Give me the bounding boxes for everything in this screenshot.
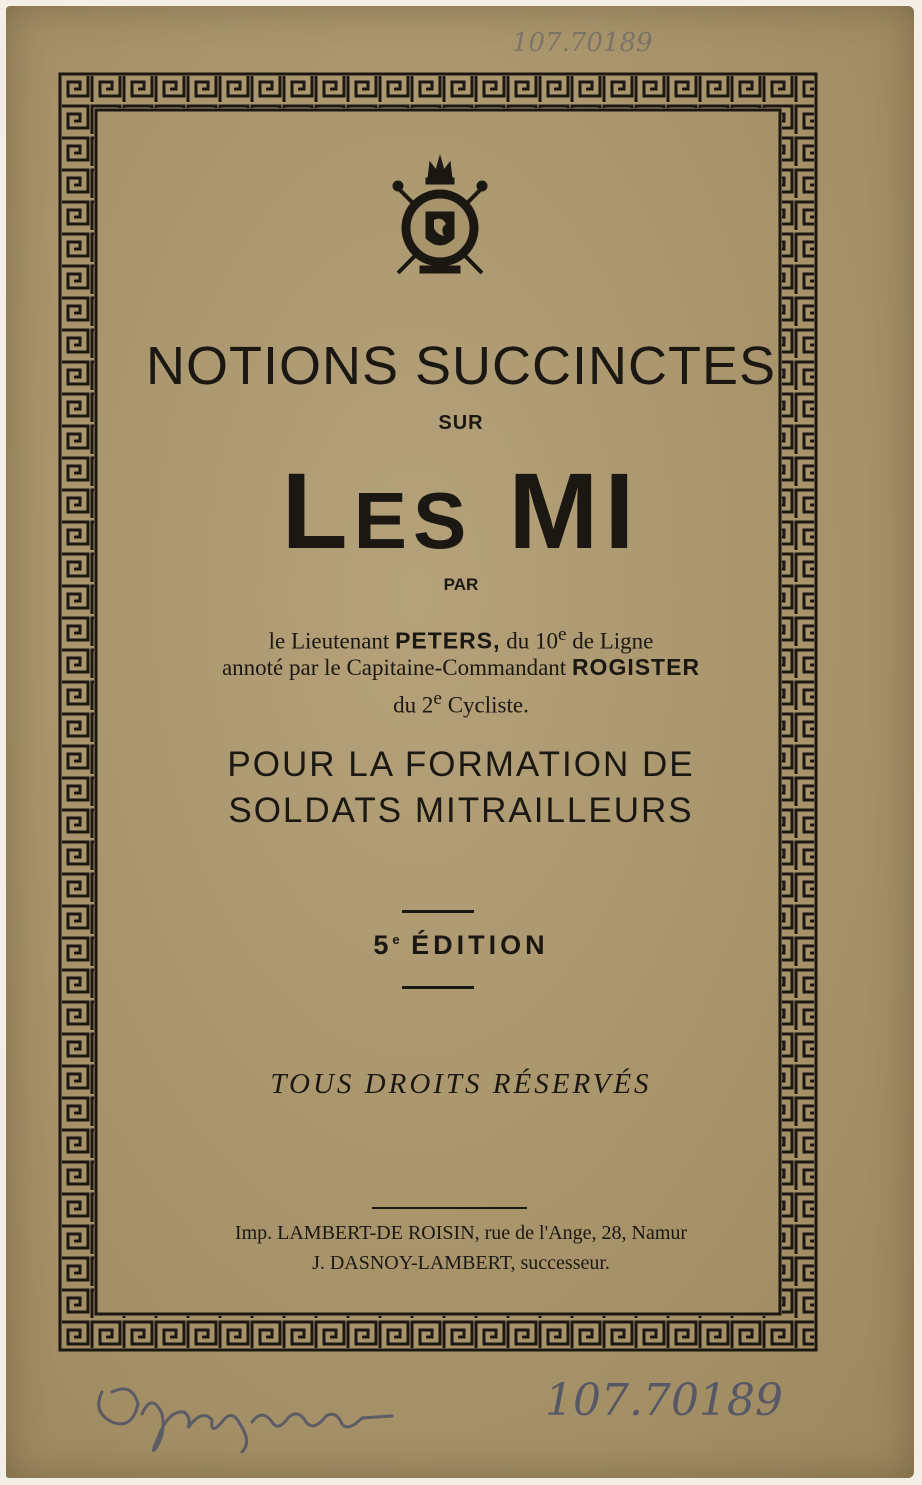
annotator-unit: Cycliste.: [447, 692, 529, 718]
annotator-unit-line: [0, 684, 922, 721]
main-title-initial: L: [281, 450, 354, 571]
author-prefix: le Lieutenant: [268, 628, 390, 654]
purpose-text: [0, 742, 922, 834]
annotator-name: ROGISTER: [571, 654, 701, 680]
handwritten-signature: [92, 1352, 412, 1462]
printer-line-2: J. DASNOY-LAMBERT, successeur.: [312, 1252, 610, 1274]
author-suffix: du 10: [506, 628, 558, 654]
edition-number: 5: [373, 930, 393, 960]
purpose-line-1: POUR LA FORMATION DE: [227, 745, 695, 784]
coat-of-arms-icon: [390, 148, 490, 283]
main-title-rest: ES: [353, 476, 473, 565]
title-line-1: NOTIONS SUCCINCTES: [145, 336, 777, 396]
edition-rule-top: [402, 910, 474, 913]
edition-rule-bottom: [402, 986, 474, 989]
author-name: PETERS,: [395, 627, 501, 654]
printer-rule: [372, 1207, 527, 1209]
edition-word: ÉDITION: [411, 930, 549, 960]
annotator-line: [0, 652, 922, 683]
sur-label: SUR: [438, 412, 484, 434]
main-title: [0, 448, 922, 573]
printer-line-1: Imp. LAMBERT-DE ROISIN, rue de l'Ange, 28, Namur: [234, 1222, 688, 1244]
annotator-unit-sup: e: [433, 688, 442, 709]
annotator-unit-prefix: du 2: [393, 692, 434, 718]
annotator-prefix: annoté par le Capitaine-Commandant: [221, 655, 567, 680]
author-sup: e: [558, 624, 567, 645]
handwritten-catalog-number-bottom: 107.70189: [545, 1375, 783, 1426]
edition-sup: e: [392, 932, 400, 947]
main-title-mi: MI: [508, 450, 641, 571]
rights-notice: TOUS DROITS RÉSERVÉS: [270, 1068, 652, 1100]
author-unit: de Ligne: [572, 628, 654, 654]
handwritten-catalog-number-top: 107.70189: [512, 28, 653, 58]
edition-label: [0, 930, 922, 961]
purpose-line-2: SOLDATS MITRAILLEURS: [228, 791, 694, 830]
par-label: PAR: [443, 575, 479, 594]
